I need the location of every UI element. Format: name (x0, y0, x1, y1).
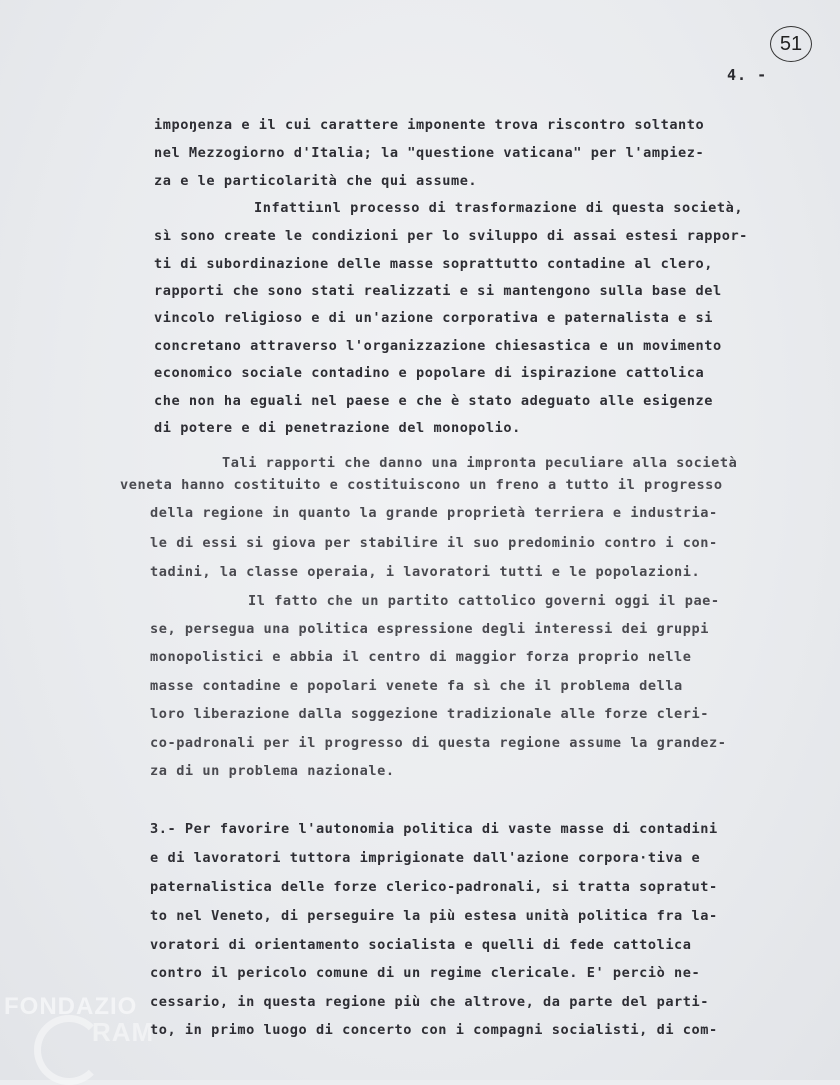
text-line: co-padronali per il progresso di questa regione assume la grandez- (150, 735, 727, 751)
watermark-text: FONDAZIO (4, 993, 138, 1020)
text-line: Infattiınl processo di trasformazione di questa società, (254, 200, 744, 216)
text-line: nel Mezzogiorno d'Italia; la "questione vaticana" per l'ampiez- (154, 145, 705, 161)
text-line: ti di subordinazione delle masse soprattutto contadine al clero, (154, 256, 713, 272)
text-line: tadini, la classe operaia, i lavoratori tutti e le popolazioni. (150, 564, 701, 580)
text-line: che non ha eguali nel paese e che è stato adeguato alle esigenze (154, 393, 713, 409)
text-line: to, in primo luogo di concerto con i compagni socialisti, di com- (150, 1022, 718, 1038)
text-line: rapporti che sono stati realizzati e si mantengono sulla base del (154, 283, 722, 299)
text-line: monopolistici e abbia il centro di maggior forza proprio nelle (150, 649, 692, 665)
watermark-text-2: RAM (92, 1017, 155, 1047)
text-line: masse contadine e popolari venete fa sì che il problema della (150, 678, 683, 694)
text-line: voratori di orientamento socialista e quelli di fede cattolica (150, 937, 692, 953)
text-line: za di un problema nazionale. (150, 763, 395, 779)
text-line: 3.- Per favorire l'autonomia politica di vaste masse di contadini (150, 821, 718, 837)
watermark-g-logo-icon (34, 1015, 104, 1085)
text-line: za e le particolarità che qui assume. (154, 173, 478, 189)
text-line: to nel Veneto, di perseguire la più estesa unità politica fra la- (150, 908, 718, 924)
text-line: economico sociale contadino e popolare di ispirazione cattolica (154, 365, 705, 381)
text-line: della regione in quanto la grande proprietà terriera e industria- (150, 505, 718, 521)
archive-number-stamp: 51 (770, 26, 812, 62)
page-number: 4. - (727, 66, 768, 84)
text-line: contro il pericolo comune di un regime clericale. E' perciò ne- (150, 965, 701, 981)
text-line: se, persegua una politica espressione degli interessi dei gruppi (150, 621, 709, 637)
text-line: impoŋenza e il cui carattere imponente trova riscontro soltanto (154, 117, 705, 133)
text-line: Tali rapporti che danno una impronta peculiare alla società (222, 455, 738, 471)
text-line: paternalistica delle forze clerico-padronali, si tratta sopratut- (150, 879, 718, 895)
text-line: concretano attraverso l'organizzazione chiesastica e un movimento (154, 338, 722, 354)
text-line: e di lavoratori tuttora imprigionate dall'azione corpora·tiva e (150, 850, 701, 866)
text-line: sì sono create le condizioni per lo sviluppo di assai estesi rappor- (154, 228, 748, 244)
text-line: cessario, in questa regione più che altrove, da parte del parti- (150, 994, 709, 1010)
text-line: veneta hanno costituito e costituiscono un freno a tutto il progresso (120, 477, 723, 493)
text-line: le di essi si giova per stabilire il suo predominio contro i con- (150, 535, 718, 551)
text-line: di potere e di penetrazione del monopolio. (154, 420, 521, 436)
text-line: loro liberazione dalla soggezione tradizionale alle forze cleri- (150, 706, 709, 722)
text-line: vincolo religioso e di un'azione corporativa e paternalista e si (154, 310, 713, 326)
text-line: Il fatto che un partito cattolico governi oggi il pae- (248, 593, 720, 609)
